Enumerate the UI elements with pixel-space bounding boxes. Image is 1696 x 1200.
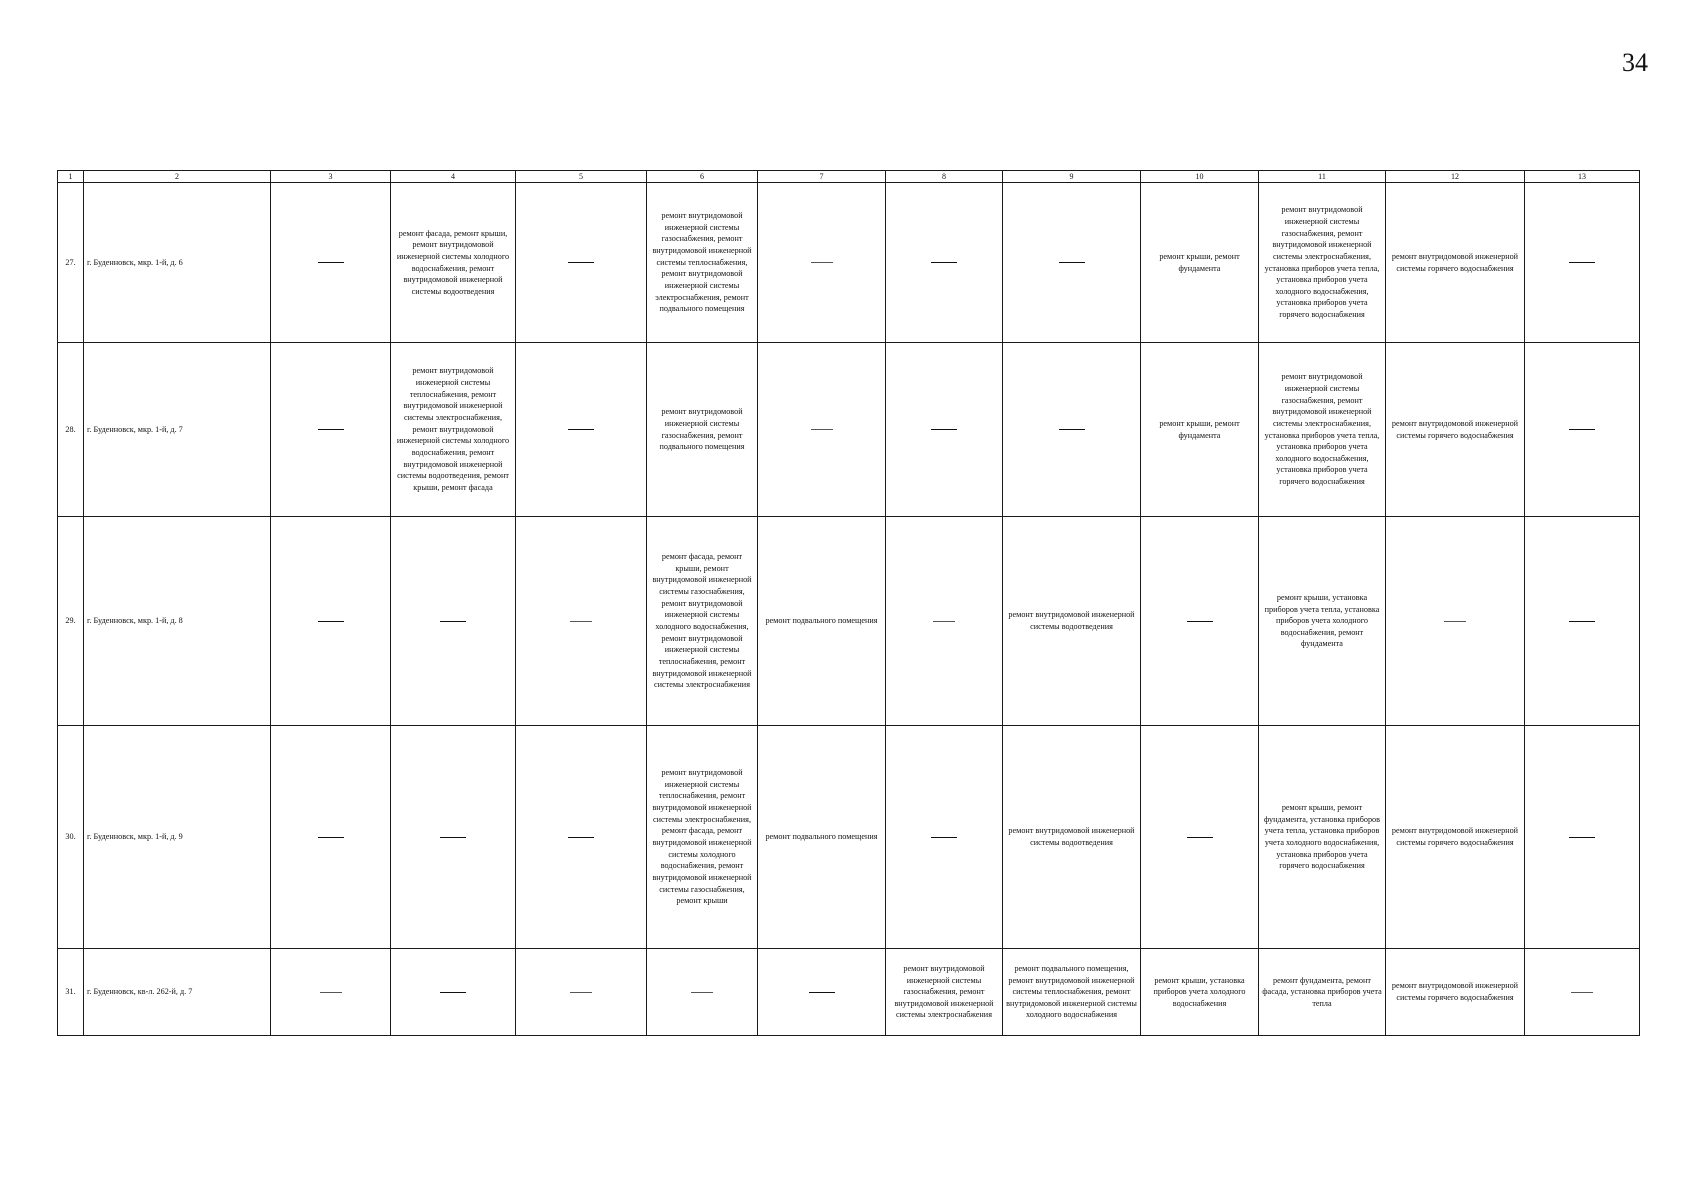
page-number: 34: [1622, 48, 1648, 77]
column-number: 13: [1525, 171, 1640, 183]
empty-dash-cell: [1525, 517, 1640, 726]
table-row: [58, 949, 1640, 1036]
empty-dash-cell: [516, 726, 647, 949]
dash-mark: [933, 621, 955, 622]
dash-mark: [318, 621, 344, 622]
dash-mark: [440, 837, 466, 838]
row-number: 30.: [58, 726, 84, 949]
address-cell: г. Буденновск, мкр. 1-й, д. 9: [84, 726, 271, 949]
work-description-cell: ремонт подвального помещения: [758, 726, 886, 949]
dash-mark: [1569, 262, 1595, 263]
column-number: 3: [271, 171, 391, 183]
work-description-cell: ремонт внутридомовой инженерной системы теплоснабжения, ремонт внутридомовой инженерной системы электроснабжения, ремонт фасада, ремонт внутридомовой инженерной системы холодного водоснабжения, ремонт внутридомовой инженерной системы газоснабжения, ремонт крыши: [647, 726, 758, 949]
dash-mark: [568, 262, 594, 263]
dash-mark: [568, 837, 594, 838]
column-number: 1: [58, 171, 84, 183]
column-number: 6: [647, 171, 758, 183]
column-number: 9: [1003, 171, 1141, 183]
empty-dash-cell: [1141, 726, 1259, 949]
dash-mark: [570, 621, 592, 622]
row-number: 29.: [58, 517, 84, 726]
dash-mark: [931, 837, 957, 838]
dash-mark: [1187, 837, 1213, 838]
empty-dash-cell: [886, 726, 1003, 949]
work-description-cell: ремонт внутридомовой инженерной системы газоснабжения, ремонт подвального помещения: [647, 343, 758, 517]
dash-mark: [809, 992, 835, 993]
work-description-cell: ремонт крыши, установка приборов учета холодного водоснабжения: [1141, 949, 1259, 1036]
work-description-cell: ремонт внутридомовой инженерной системы водоотведения: [1003, 726, 1141, 949]
address-cell: г. Буденновск, мкр. 1-й, д. 8: [84, 517, 271, 726]
work-description-cell: ремонт подвального помещения: [758, 517, 886, 726]
dash-mark: [1569, 837, 1595, 838]
work-description-cell: ремонт внутридомовой инженерной системы горячего водоснабжения: [1386, 183, 1525, 343]
column-number: 5: [516, 171, 647, 183]
dash-mark: [691, 992, 713, 993]
empty-dash-cell: [886, 183, 1003, 343]
column-number: 7: [758, 171, 886, 183]
work-description-cell: ремонт фасада, ремонт крыши, ремонт внутридомовой инженерной системы холодного водоснабжения, ремонт внутридомовой инженерной системы водоотведения: [391, 183, 516, 343]
work-description-cell: ремонт внутридомовой инженерной системы горячего водоснабжения: [1386, 726, 1525, 949]
empty-dash-cell: [516, 343, 647, 517]
dash-mark: [1569, 429, 1595, 430]
column-number: 10: [1141, 171, 1259, 183]
dash-mark: [811, 429, 833, 430]
dash-mark: [1059, 262, 1085, 263]
empty-dash-cell: [391, 949, 516, 1036]
repair-schedule-table: [57, 170, 1640, 1036]
empty-dash-cell: [758, 949, 886, 1036]
empty-dash-cell: [271, 183, 391, 343]
work-description-cell: ремонт внутридомовой инженерной системы теплоснабжения, ремонт внутридомовой инженерной системы электроснабжения, ремонт внутридомовой инженерной системы холодного водоснабжения, ремонт внутридомовой инженерной системы водоотведения, ремонт крыши, ремонт фасада: [391, 343, 516, 517]
work-description-cell: ремонт фасада, ремонт крыши, ремонт внутридомовой инженерной системы газоснабжения, ремонт внутридомовой инженерной системы холодного водоснабжения, ремонт внутридомовой инженерной системы теплоснабжения, ремонт внутридомовой инженерной системы электроснабжения: [647, 517, 758, 726]
empty-dash-cell: [391, 726, 516, 949]
work-description-cell: ремонт внутридомовой инженерной системы водоотведения: [1003, 517, 1141, 726]
column-number: 12: [1386, 171, 1525, 183]
empty-dash-cell: [1525, 726, 1640, 949]
dash-mark: [931, 262, 957, 263]
table-row: [58, 183, 1640, 343]
empty-dash-cell: [1003, 183, 1141, 343]
work-description-cell: ремонт подвального помещения, ремонт внутридомовой инженерной системы теплоснабжения, ремонт внутридомовой инженерной системы холодного водоснабжения: [1003, 949, 1141, 1036]
dash-mark: [1059, 429, 1085, 430]
address-cell: г. Буденновск, кв-л. 262-й, д. 7: [84, 949, 271, 1036]
empty-dash-cell: [758, 183, 886, 343]
empty-dash-cell: [758, 343, 886, 517]
dash-mark: [1569, 621, 1595, 622]
dash-mark: [440, 621, 466, 622]
dash-mark: [318, 429, 344, 430]
work-description-cell: ремонт крыши, ремонт фундамента, установка приборов учета тепла, установка приборов учета холодного водоснабжения, установка приборов учета горячего водоснабжения: [1259, 726, 1386, 949]
dash-mark: [318, 837, 344, 838]
column-number: 4: [391, 171, 516, 183]
empty-dash-cell: [516, 949, 647, 1036]
work-description-cell: ремонт фундамента, ремонт фасада, установка приборов учета тепла: [1259, 949, 1386, 1036]
table-row: [58, 726, 1640, 949]
empty-dash-cell: [271, 949, 391, 1036]
empty-dash-cell: [271, 517, 391, 726]
empty-dash-cell: [1525, 949, 1640, 1036]
empty-dash-cell: [391, 517, 516, 726]
column-number: 2: [84, 171, 271, 183]
column-number: 8: [886, 171, 1003, 183]
address-cell: г. Буденновск, мкр. 1-й, д. 6: [84, 183, 271, 343]
dash-mark: [811, 262, 833, 263]
work-description-cell: ремонт внутридомовой инженерной системы горячего водоснабжения: [1386, 949, 1525, 1036]
row-number: 31.: [58, 949, 84, 1036]
dash-mark: [570, 992, 592, 993]
empty-dash-cell: [1525, 343, 1640, 517]
empty-dash-cell: [271, 343, 391, 517]
work-description-cell: ремонт внутридомовой инженерной системы горячего водоснабжения: [1386, 343, 1525, 517]
dash-mark: [1571, 992, 1593, 993]
empty-dash-cell: [1141, 517, 1259, 726]
empty-dash-cell: [1386, 517, 1525, 726]
dash-mark: [568, 429, 594, 430]
work-description-cell: ремонт крыши, ремонт фундамента: [1141, 343, 1259, 517]
dash-mark: [318, 262, 344, 263]
table-row: [58, 517, 1640, 726]
empty-dash-cell: [1525, 183, 1640, 343]
row-number: 28.: [58, 343, 84, 517]
work-description-cell: ремонт крыши, ремонт фундамента: [1141, 183, 1259, 343]
column-number-row: [58, 171, 1640, 183]
empty-dash-cell: [271, 726, 391, 949]
work-description-cell: ремонт крыши, установка приборов учета тепла, установка приборов учета холодного водоснабжения, ремонт фундамента: [1259, 517, 1386, 726]
empty-dash-cell: [886, 517, 1003, 726]
row-number: 27.: [58, 183, 84, 343]
empty-dash-cell: [647, 949, 758, 1036]
work-description-cell: ремонт внутридомовой инженерной системы газоснабжения, ремонт внутридомовой инженерной системы электроснабжения: [886, 949, 1003, 1036]
dash-mark: [931, 429, 957, 430]
empty-dash-cell: [886, 343, 1003, 517]
work-description-cell: ремонт внутридомовой инженерной системы газоснабжения, ремонт внутридомовой инженерной системы электроснабжения, установка приборов учета тепла, установка приборов учета холодного водоснабжения, установка приборов учета горячего водоснабжения: [1259, 343, 1386, 517]
empty-dash-cell: [516, 183, 647, 343]
empty-dash-cell: [516, 517, 647, 726]
column-number: 11: [1259, 171, 1386, 183]
dash-mark: [1444, 621, 1466, 622]
empty-dash-cell: [1003, 343, 1141, 517]
dash-mark: [440, 992, 466, 993]
dash-mark: [1187, 621, 1213, 622]
address-cell: г. Буденновск, мкр. 1-й, д. 7: [84, 343, 271, 517]
work-description-cell: ремонт внутридомовой инженерной системы газоснабжения, ремонт внутридомовой инженерной системы электроснабжения, установка приборов учета тепла, установка приборов учета холодного водоснабжения, установка приборов учета горячего водоснабжения: [1259, 183, 1386, 343]
dash-mark: [320, 992, 342, 993]
work-description-cell: ремонт внутридомовой инженерной системы газоснабжения, ремонт внутридомовой инженерной системы теплоснабжения, ремонт внутридомовой инженерной системы электроснабжения, ремонт подвального помещения: [647, 183, 758, 343]
table-row: [58, 343, 1640, 517]
